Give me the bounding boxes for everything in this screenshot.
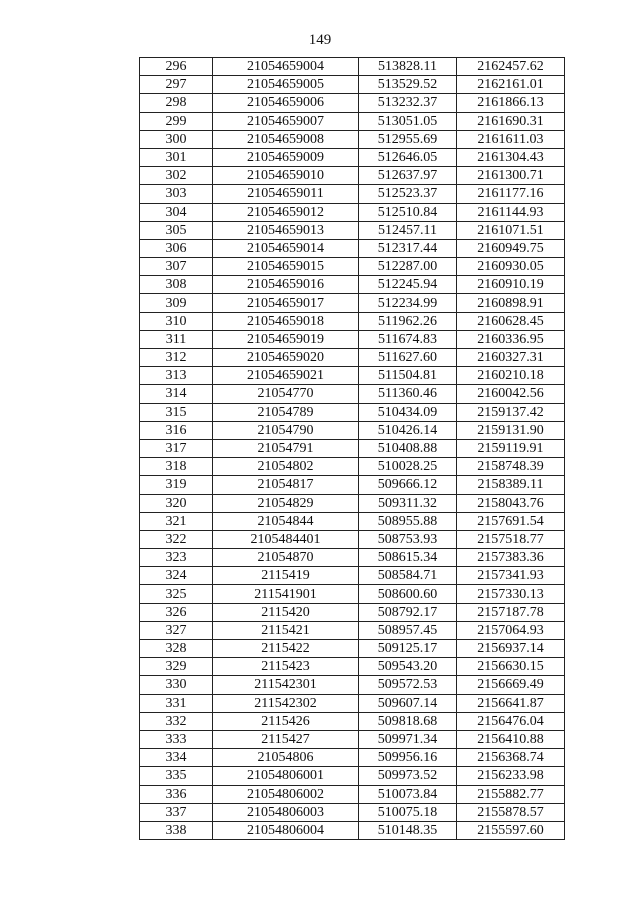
point-id-cell: 211541901 [213, 585, 359, 603]
y-coordinate-cell: 2157341.93 [457, 567, 565, 585]
y-coordinate-cell: 2159119.91 [457, 439, 565, 457]
y-coordinate-cell: 2156476.04 [457, 712, 565, 730]
row-number-cell: 309 [140, 294, 213, 312]
row-number-cell: 323 [140, 549, 213, 567]
table-row [140, 258, 565, 276]
table-row [140, 185, 565, 203]
x-coordinate-cell: 512510.84 [359, 203, 457, 221]
point-id-cell: 21054659013 [213, 221, 359, 239]
y-coordinate-cell: 2161690.31 [457, 112, 565, 130]
point-id-cell: 21054659008 [213, 130, 359, 148]
x-coordinate-cell: 508615.34 [359, 549, 457, 567]
row-number-cell: 298 [140, 94, 213, 112]
table-row [140, 312, 565, 330]
point-id-cell: 21054659009 [213, 148, 359, 166]
y-coordinate-cell: 2156410.88 [457, 730, 565, 748]
y-coordinate-cell: 2159137.42 [457, 403, 565, 421]
table-row [140, 749, 565, 767]
table-row [140, 112, 565, 130]
y-coordinate-cell: 2161144.93 [457, 203, 565, 221]
table-row [140, 130, 565, 148]
row-number-cell: 326 [140, 603, 213, 621]
row-number-cell: 316 [140, 421, 213, 439]
row-number-cell: 332 [140, 712, 213, 730]
point-id-cell: 21054790 [213, 421, 359, 439]
y-coordinate-cell: 2158748.39 [457, 458, 565, 476]
row-number-cell: 296 [140, 58, 213, 76]
y-coordinate-cell: 2161611.03 [457, 130, 565, 148]
point-id-cell: 21054659005 [213, 76, 359, 94]
row-number-cell: 318 [140, 458, 213, 476]
x-coordinate-cell: 508600.60 [359, 585, 457, 603]
point-id-cell: 2105484401 [213, 530, 359, 548]
x-coordinate-cell: 511627.60 [359, 349, 457, 367]
table-row [140, 221, 565, 239]
row-number-cell: 333 [140, 730, 213, 748]
point-id-cell: 21054659018 [213, 312, 359, 330]
point-id-cell: 21054659020 [213, 349, 359, 367]
point-id-cell: 2115421 [213, 621, 359, 639]
point-id-cell: 21054659010 [213, 167, 359, 185]
x-coordinate-cell: 509311.32 [359, 494, 457, 512]
point-id-cell: 21054806 [213, 749, 359, 767]
point-id-cell: 21054659016 [213, 276, 359, 294]
y-coordinate-cell: 2157383.36 [457, 549, 565, 567]
x-coordinate-cell: 509973.52 [359, 767, 457, 785]
point-id-cell: 21054659021 [213, 367, 359, 385]
table-row [140, 549, 565, 567]
point-id-cell: 2115422 [213, 640, 359, 658]
table-row [140, 403, 565, 421]
x-coordinate-cell: 512317.44 [359, 239, 457, 257]
x-coordinate-cell: 509607.14 [359, 694, 457, 712]
table-row [140, 385, 565, 403]
point-id-cell: 21054659004 [213, 58, 359, 76]
point-id-cell: 21054659006 [213, 94, 359, 112]
page-number: 149 [308, 32, 332, 48]
x-coordinate-cell: 509125.17 [359, 640, 457, 658]
table-row [140, 567, 565, 585]
table-row [140, 148, 565, 166]
row-number-cell: 317 [140, 439, 213, 457]
table-row [140, 512, 565, 530]
table-row [140, 603, 565, 621]
y-coordinate-cell: 2155878.57 [457, 803, 565, 821]
point-id-cell: 2115423 [213, 658, 359, 676]
point-id-cell: 21054659011 [213, 185, 359, 203]
x-coordinate-cell: 508584.71 [359, 567, 457, 585]
row-number-cell: 336 [140, 785, 213, 803]
table-row [140, 294, 565, 312]
row-number-cell: 327 [140, 621, 213, 639]
x-coordinate-cell: 509956.16 [359, 749, 457, 767]
x-coordinate-cell: 512234.99 [359, 294, 457, 312]
x-coordinate-cell: 510148.35 [359, 821, 457, 839]
y-coordinate-cell: 2162457.62 [457, 58, 565, 76]
y-coordinate-cell: 2160628.45 [457, 312, 565, 330]
y-coordinate-cell: 2161177.16 [457, 185, 565, 203]
row-number-cell: 319 [140, 476, 213, 494]
point-id-cell: 21054770 [213, 385, 359, 403]
point-id-cell: 21054806004 [213, 821, 359, 839]
row-number-cell: 300 [140, 130, 213, 148]
row-number-cell: 334 [140, 749, 213, 767]
x-coordinate-cell: 510073.84 [359, 785, 457, 803]
table-row [140, 640, 565, 658]
point-id-cell: 21054659017 [213, 294, 359, 312]
row-number-cell: 337 [140, 803, 213, 821]
x-coordinate-cell: 512287.00 [359, 258, 457, 276]
row-number-cell: 297 [140, 76, 213, 94]
point-id-cell: 21054659015 [213, 258, 359, 276]
point-id-cell: 21054659019 [213, 330, 359, 348]
point-id-cell: 211542301 [213, 676, 359, 694]
coordinates-table [139, 57, 565, 840]
row-number-cell: 322 [140, 530, 213, 548]
y-coordinate-cell: 2160949.75 [457, 239, 565, 257]
row-number-cell: 312 [140, 349, 213, 367]
row-number-cell: 307 [140, 258, 213, 276]
x-coordinate-cell: 508753.93 [359, 530, 457, 548]
table-row [140, 203, 565, 221]
point-id-cell: 21054844 [213, 512, 359, 530]
table-row [140, 621, 565, 639]
table-row [140, 276, 565, 294]
row-number-cell: 313 [140, 367, 213, 385]
table-row [140, 676, 565, 694]
row-number-cell: 310 [140, 312, 213, 330]
y-coordinate-cell: 2160327.31 [457, 349, 565, 367]
x-coordinate-cell: 510426.14 [359, 421, 457, 439]
y-coordinate-cell: 2157518.77 [457, 530, 565, 548]
point-id-cell: 2115419 [213, 567, 359, 585]
point-id-cell: 211542302 [213, 694, 359, 712]
point-id-cell: 2115427 [213, 730, 359, 748]
x-coordinate-cell: 511504.81 [359, 367, 457, 385]
y-coordinate-cell: 2161300.71 [457, 167, 565, 185]
x-coordinate-cell: 512523.37 [359, 185, 457, 203]
x-coordinate-cell: 512457.11 [359, 221, 457, 239]
table-row [140, 730, 565, 748]
x-coordinate-cell: 509572.53 [359, 676, 457, 694]
y-coordinate-cell: 2156630.15 [457, 658, 565, 676]
x-coordinate-cell: 513828.11 [359, 58, 457, 76]
table-row [140, 585, 565, 603]
point-id-cell: 2115426 [213, 712, 359, 730]
table-row [140, 785, 565, 803]
y-coordinate-cell: 2162161.01 [457, 76, 565, 94]
table-row [140, 712, 565, 730]
x-coordinate-cell: 510075.18 [359, 803, 457, 821]
y-coordinate-cell: 2160898.91 [457, 294, 565, 312]
point-id-cell: 21054806001 [213, 767, 359, 785]
x-coordinate-cell: 509971.34 [359, 730, 457, 748]
x-coordinate-cell: 510408.88 [359, 439, 457, 457]
row-number-cell: 311 [140, 330, 213, 348]
y-coordinate-cell: 2156937.14 [457, 640, 565, 658]
row-number-cell: 303 [140, 185, 213, 203]
table-row [140, 239, 565, 257]
table-row [140, 439, 565, 457]
y-coordinate-cell: 2160042.56 [457, 385, 565, 403]
x-coordinate-cell: 508955.88 [359, 512, 457, 530]
x-coordinate-cell: 511360.46 [359, 385, 457, 403]
table-row [140, 530, 565, 548]
y-coordinate-cell: 2160910.19 [457, 276, 565, 294]
row-number-cell: 305 [140, 221, 213, 239]
x-coordinate-cell: 513051.05 [359, 112, 457, 130]
point-id-cell: 21054659014 [213, 239, 359, 257]
x-coordinate-cell: 511674.83 [359, 330, 457, 348]
x-coordinate-cell: 509543.20 [359, 658, 457, 676]
point-id-cell: 21054802 [213, 458, 359, 476]
table-row [140, 367, 565, 385]
row-number-cell: 330 [140, 676, 213, 694]
row-number-cell: 302 [140, 167, 213, 185]
table-row [140, 494, 565, 512]
table-row [140, 58, 565, 76]
y-coordinate-cell: 2157064.93 [457, 621, 565, 639]
point-id-cell: 21054870 [213, 549, 359, 567]
y-coordinate-cell: 2156669.49 [457, 676, 565, 694]
row-number-cell: 304 [140, 203, 213, 221]
row-number-cell: 325 [140, 585, 213, 603]
x-coordinate-cell: 511962.26 [359, 312, 457, 330]
y-coordinate-cell: 2157691.54 [457, 512, 565, 530]
x-coordinate-cell: 510434.09 [359, 403, 457, 421]
point-id-cell: 21054659012 [213, 203, 359, 221]
point-id-cell: 21054791 [213, 439, 359, 457]
point-id-cell: 21054806003 [213, 803, 359, 821]
row-number-cell: 301 [140, 148, 213, 166]
row-number-cell: 315 [140, 403, 213, 421]
row-number-cell: 328 [140, 640, 213, 658]
row-number-cell: 324 [140, 567, 213, 585]
row-number-cell: 321 [140, 512, 213, 530]
x-coordinate-cell: 509818.68 [359, 712, 457, 730]
y-coordinate-cell: 2158043.76 [457, 494, 565, 512]
table-row [140, 349, 565, 367]
x-coordinate-cell: 513529.52 [359, 76, 457, 94]
y-coordinate-cell: 2156368.74 [457, 749, 565, 767]
table-row [140, 421, 565, 439]
row-number-cell: 320 [140, 494, 213, 512]
table-row [140, 476, 565, 494]
table-row [140, 803, 565, 821]
table-row [140, 658, 565, 676]
row-number-cell: 338 [140, 821, 213, 839]
table-row [140, 767, 565, 785]
y-coordinate-cell: 2161304.43 [457, 148, 565, 166]
y-coordinate-cell: 2160210.18 [457, 367, 565, 385]
row-number-cell: 306 [140, 239, 213, 257]
y-coordinate-cell: 2160930.05 [457, 258, 565, 276]
y-coordinate-cell: 2161071.51 [457, 221, 565, 239]
row-number-cell: 299 [140, 112, 213, 130]
row-number-cell: 308 [140, 276, 213, 294]
y-coordinate-cell: 2157187.78 [457, 603, 565, 621]
y-coordinate-cell: 2156233.98 [457, 767, 565, 785]
table-row [140, 94, 565, 112]
table-row [140, 821, 565, 839]
table-row [140, 330, 565, 348]
row-number-cell: 331 [140, 694, 213, 712]
x-coordinate-cell: 512955.69 [359, 130, 457, 148]
point-id-cell: 21054789 [213, 403, 359, 421]
y-coordinate-cell: 2156641.87 [457, 694, 565, 712]
table-row [140, 694, 565, 712]
x-coordinate-cell: 513232.37 [359, 94, 457, 112]
table-row [140, 167, 565, 185]
point-id-cell: 21054817 [213, 476, 359, 494]
x-coordinate-cell: 508957.45 [359, 621, 457, 639]
row-number-cell: 335 [140, 767, 213, 785]
y-coordinate-cell: 2159131.90 [457, 421, 565, 439]
x-coordinate-cell: 508792.17 [359, 603, 457, 621]
coordinates-table-body [140, 58, 565, 840]
y-coordinate-cell: 2155597.60 [457, 821, 565, 839]
y-coordinate-cell: 2160336.95 [457, 330, 565, 348]
x-coordinate-cell: 512646.05 [359, 148, 457, 166]
row-number-cell: 314 [140, 385, 213, 403]
point-id-cell: 21054806002 [213, 785, 359, 803]
x-coordinate-cell: 510028.25 [359, 458, 457, 476]
y-coordinate-cell: 2157330.13 [457, 585, 565, 603]
y-coordinate-cell: 2158389.11 [457, 476, 565, 494]
table-row [140, 458, 565, 476]
table-row [140, 76, 565, 94]
x-coordinate-cell: 509666.12 [359, 476, 457, 494]
point-id-cell: 2115420 [213, 603, 359, 621]
point-id-cell: 21054659007 [213, 112, 359, 130]
x-coordinate-cell: 512637.97 [359, 167, 457, 185]
row-number-cell: 329 [140, 658, 213, 676]
x-coordinate-cell: 512245.94 [359, 276, 457, 294]
y-coordinate-cell: 2155882.77 [457, 785, 565, 803]
point-id-cell: 21054829 [213, 494, 359, 512]
y-coordinate-cell: 2161866.13 [457, 94, 565, 112]
